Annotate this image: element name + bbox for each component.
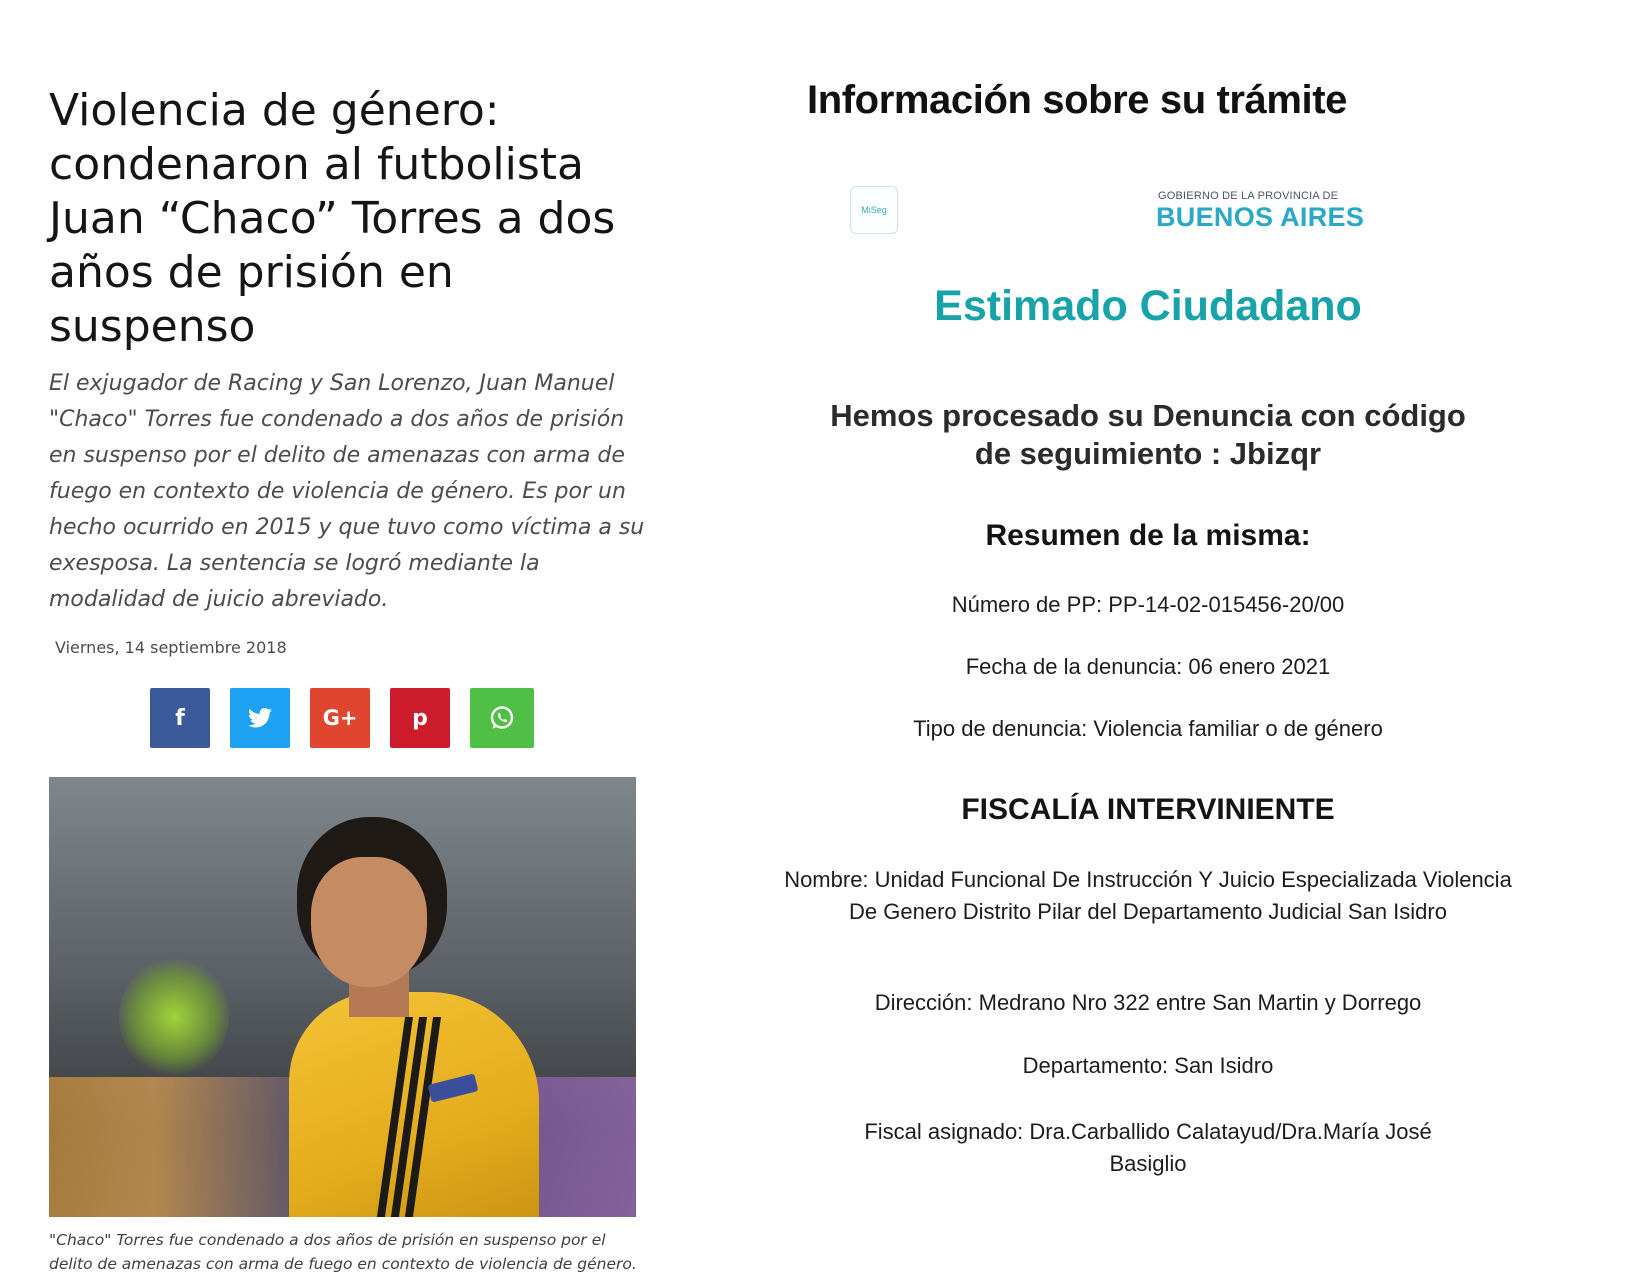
prosecutor-heading: FISCALÍA INTERVINIENTE <box>961 793 1335 826</box>
pinterest-icon: p <box>412 705 428 731</box>
google-plus-share-button[interactable] <box>310 688 370 748</box>
prosecutor-office-name: Nombre: Unidad Funcional De Instrucción Y Juicio Especializada Violencia De Genero Distrito Pilar del Departamento Judicial San Isidro <box>784 867 1512 924</box>
photo-background-light <box>119 957 229 1077</box>
twitter-share-button[interactable] <box>230 688 290 748</box>
assigned-prosecutor-line-2: Basiglio <box>1109 1151 1187 1176</box>
google-plus-icon: G+ <box>322 706 358 730</box>
pp-number: Número de PP: PP-14-02-015456-20/00 <box>951 592 1345 617</box>
office-address: Dirección: Medrano Nro 322 entre San Martin y Dorrego <box>874 990 1422 1015</box>
assigned-prosecutor <box>780 1116 1516 1180</box>
twitter-icon <box>248 708 272 728</box>
article-lede: El exjugador de Racing y San Lorenzo, Juan Manuel "Chaco" Torres fue condenado a dos años de prisión en suspenso por el delito de amenazas con arma de fuego en contexto de violencia de género. Es por un hecho ocurrido en 2015 y que tuvo como víctima a su exesposa. La sentencia se logró mediante la modalidad de juicio abreviado. <box>49 371 645 612</box>
tramite-panel <box>780 0 1580 1277</box>
miseg-app-icon <box>850 186 898 234</box>
photo-caption: "Chaco" Torres fue condenado a dos años de prisión en suspenso por el delito de amenazas con arma de fuego en contexto de violencia de género. <box>49 1231 637 1273</box>
assigned-prosecutor-line-1: Fiscal asignado: Dra.Carballido Calatayud/Dra.María José <box>864 1119 1432 1144</box>
facebook-icon: f <box>175 705 185 731</box>
gov-logo-subtitle: GOBIERNO DE LA PROVINCIA DE <box>1158 190 1339 202</box>
article-photo <box>49 777 636 1217</box>
app-icon-label: MiSeg <box>861 205 887 215</box>
summary-heading: Resumen de la misma: <box>985 519 1311 552</box>
article-headline: Violencia de género: condenaron al futbolista Juan “Chaco” Torres a dos años de prisión en suspenso <box>49 85 616 352</box>
tramite-title: Información sobre su trámite <box>807 78 1348 122</box>
article-date: Viernes, 14 septiembre 2018 <box>55 638 287 657</box>
complaint-type: Tipo de denuncia: Violencia familiar o de género <box>913 716 1383 741</box>
complaint-date: Fecha de la denuncia: 06 enero 2021 <box>965 654 1331 679</box>
processed-notice <box>780 397 1516 473</box>
processed-line-2: de seguimiento : Jbizqr <box>974 436 1322 471</box>
pinterest-share-button[interactable] <box>390 688 450 748</box>
gov-logo-title: BUENOS AIRES <box>1156 202 1365 232</box>
office-department: Departamento: San Isidro <box>1022 1053 1274 1078</box>
news-article <box>0 0 680 1277</box>
greeting-heading: Estimado Ciudadano <box>934 282 1362 330</box>
facebook-share-button[interactable] <box>150 688 210 748</box>
player-face <box>311 857 427 987</box>
whatsapp-icon <box>488 704 516 732</box>
processed-line-1: Hemos procesado su Denuncia con código <box>830 398 1466 433</box>
whatsapp-share-button[interactable] <box>470 688 534 748</box>
